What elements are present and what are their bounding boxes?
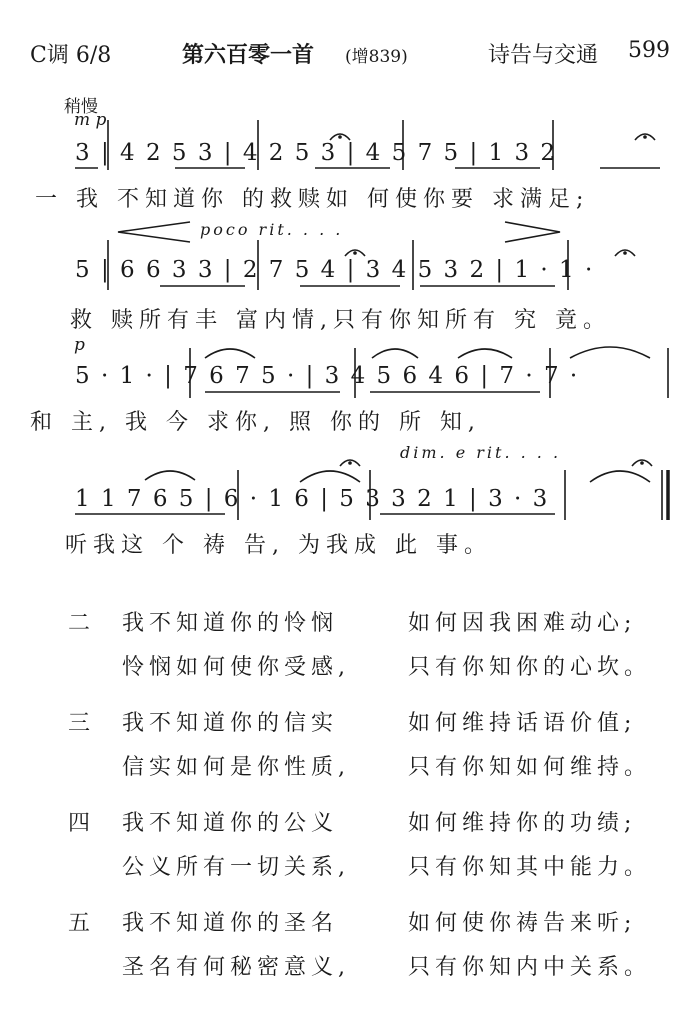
expression-poco-rit: poco rit. . . .	[200, 220, 344, 239]
verse-4-line-1b: 如何维持你的功绩;	[408, 811, 637, 836]
verse-3-line-2b: 只有你知如何维持。	[408, 755, 652, 780]
verse-2-line-2b: 只有你知你的心坎。	[408, 655, 652, 680]
score-line-2-lyrics: 救 赎所有丰 富内情,只有你知所有 究 竟。	[70, 308, 611, 333]
verse-5-line-2b: 只有你知内中关系。	[408, 955, 652, 980]
expression-dim-rit: dim. e rit. . . .	[400, 443, 562, 462]
verse-5-number: 五	[68, 911, 91, 936]
dynamic-p: p	[74, 335, 85, 355]
page-number: 599	[628, 38, 670, 63]
verse-4-line-2a: 公义所有一切关系,	[122, 855, 350, 880]
score-line-2-notes: 5 | 6 6 3 3 | 2 7 5 4 | 3 4 5 3 2 | 1 · 1 ·	[75, 257, 595, 283]
score-line-3-lyrics: 和 主, 我 今 求你, 照 你的 所 知,	[30, 410, 481, 435]
verse-2-line-1a: 我不知道你的怜悯	[122, 611, 339, 636]
verse-3-line-1a: 我不知道你的信实	[122, 711, 339, 736]
verse-4-number: 四	[68, 811, 91, 836]
hymn-title: 第六百零一首	[182, 42, 315, 68]
verse-5-line-1a: 我不知道你的圣名	[122, 911, 339, 936]
hymn-reference: (增839)	[345, 47, 408, 67]
verse-4-line-1a: 我不知道你的公义	[122, 811, 339, 836]
score-line-1-notes: 3 | 4 2 5 3 | 4 2 5 3 | 4 5 7 5 | 1 3 2	[75, 140, 558, 166]
verse-2-number: 二	[68, 611, 91, 636]
score-line-1-lyrics: 一 我 不知道你 的救赎如 何使你要 求满足;	[35, 187, 590, 212]
tempo-marking: 稍慢	[64, 97, 98, 117]
score-line-4-lyrics: 听我这 个 祷 告, 为我成 此 事。	[65, 533, 492, 558]
verse-5-line-2a: 圣名有何秘密意义,	[122, 955, 350, 980]
score-line-4-notes: 1 1 7 6 5 | 6 · 1 6 | 5 3 3 2 1 | 3 · 3	[75, 486, 550, 512]
verse-3-number: 三	[68, 711, 91, 736]
verse-3-line-1b: 如何维持话语价值;	[408, 711, 637, 736]
verse-5-line-1b: 如何使你祷告来听;	[408, 911, 637, 936]
dynamic-mp: m p	[74, 110, 107, 130]
verse-2-line-1b: 如何因我困难动心;	[408, 611, 637, 636]
key-signature: C调 6/8	[30, 43, 112, 68]
verse-4-line-2b: 只有你知其中能力。	[408, 855, 652, 880]
score-line-3-notes: 5 · 1 · | 7 6 7 5 · | 3 4 5 6 4 6 | 7 · 7 ·	[75, 363, 580, 389]
section-title: 诗告与交通	[488, 43, 599, 68]
verse-3-line-2a: 信实如何是你性质,	[122, 755, 350, 780]
verse-2-line-2a: 怜悯如何使你受感,	[122, 655, 350, 680]
